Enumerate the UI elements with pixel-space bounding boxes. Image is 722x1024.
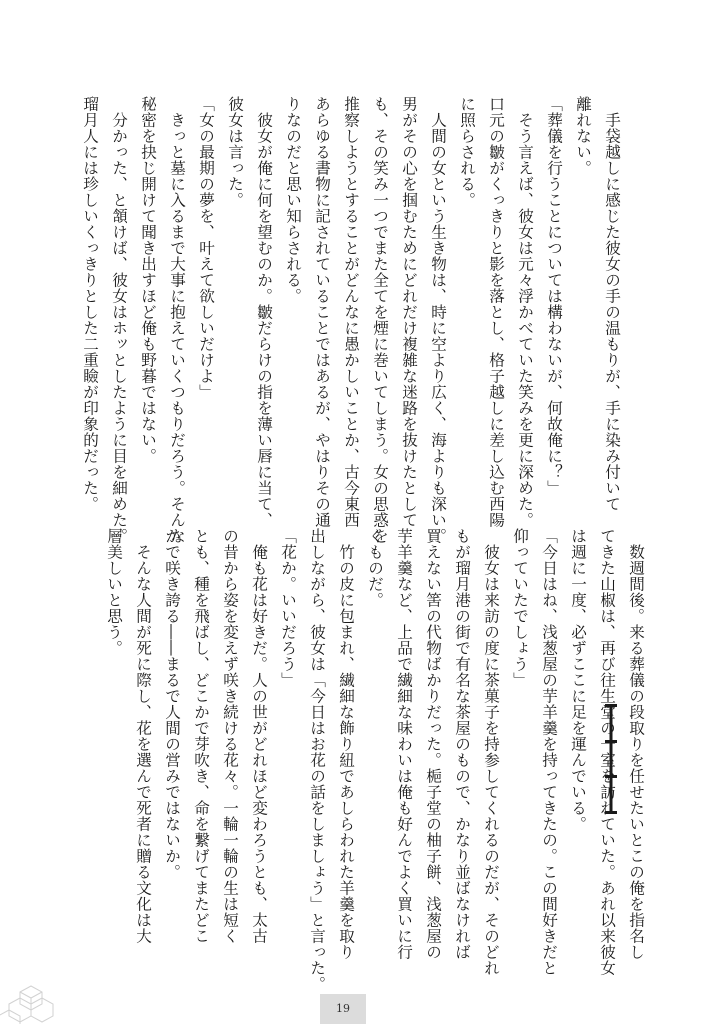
text-line: 俺も花は好きだ。人の世がどれほど変わろうとも、太古: [250, 528, 268, 944]
text-line: 芋羊羹など、上品で繊細な味わいは俺も好んでよく買いに行: [395, 528, 413, 960]
text-line: りなのだと思い知らされる。: [284, 96, 302, 304]
text-line: 彼女は来訪の度に茶菓子を持参してくれるのだが、そのどれ: [482, 528, 500, 976]
text-line: そんな人間が死に際し、花を選んで死者に贈る文化は大: [134, 528, 152, 944]
text-line: 「女の最期の夢を、叶えて欲しいだけよ」: [197, 96, 215, 400]
text-line: 男がその心を掴むためにどれだけ複雑な迷路を抜けたとして: [400, 96, 418, 528]
page-number: 19: [320, 994, 366, 1024]
text-line: てきた山椒は、再び往生堂の一室を訪れていた。あれ以来彼女: [598, 528, 616, 976]
text-line: 手袋越しに感じた彼女の手の温もりが、手に染み付いて: [603, 96, 621, 512]
text-line: そう言えば、彼女は元々浮かべていた笑みを更に深めた。: [516, 96, 534, 528]
text-line: は週に一度、必ずここに足を運んでいる。: [569, 528, 587, 832]
text-line: に照らされる。: [458, 96, 476, 208]
text-line: きっと墓に入るまで大事に抱えていくつもりだろう。そんな: [168, 96, 186, 544]
text-line: 買えない筈の代物ばかりだった。梔子堂の柚子餅、浅葱屋の: [424, 528, 442, 960]
text-line: の昔から姿を変えず咲き続ける花々。一輪一輪の生は短く: [221, 528, 239, 944]
text-line: 人間の女という生き物は、時に空より広く、海よりも深い。: [429, 96, 447, 544]
text-line: 「花か。いいだろう」: [279, 528, 297, 688]
text-line: 分かった、と頷けば、彼女はホッとしたように目を細めた。: [110, 96, 128, 544]
text-line: 「今日はね、浅葱屋の芋羊羹を持ってきたの。この間好きだと: [540, 528, 558, 976]
text-line: も、その笑み一つでまた全てを煙に巻いてしまう。女の思惑を: [371, 96, 389, 544]
text-line: とも、種を飛ばし、どこかで芽吹き、命を繋げてまたどこ: [192, 528, 210, 944]
text-line: もが瑠月港の街で有名な茶屋のもので、かなり並ばなければ: [453, 528, 471, 960]
text-line: 「葬儀を行うことについては構わないが、何故俺に？」: [545, 96, 563, 496]
text-line: 口元の皺がくっきりと影を落とし、格子越しに差し込む西陽: [487, 96, 505, 528]
text-line: あらゆる書物に記されていることではあるが、やはりその通: [313, 96, 331, 528]
text-block-bottom: [99, 528, 650, 992]
text-line: 仰っていたでしょう」: [511, 528, 529, 688]
text-line: 彼女は言った。: [226, 96, 244, 208]
text-line: 数週間後。来る葬儀の段取りを任せたいとこの俺を指名し: [627, 528, 645, 960]
text-line: 推察しようとすることがどんなに愚かしいことか、古今東西: [342, 96, 360, 528]
hexagon-pattern-icon: [0, 952, 62, 1024]
text-block-top: [75, 96, 626, 544]
text-line: くものだ。: [366, 528, 384, 608]
text-line: かで咲き誇る――まるで人間の営みではないか。: [163, 528, 181, 880]
text-line: 離れない。: [574, 96, 592, 176]
text-line: 秘密を抉じ開けて聞き出すほど俺も野暮ではない。: [139, 96, 157, 464]
text-line: 出しながら、彼女は「今日はお花の話をしましょう」と言った。: [308, 528, 326, 992]
text-line: 層美しいと思う。: [105, 528, 123, 656]
text-line: 瑠月人には珍しいくっきりとした二重瞼が印象的だった。: [81, 96, 99, 512]
text-line: 竹の皮に包まれ、繊細な飾り紐であしらわれた羊羹を取り: [337, 528, 355, 960]
text-line: 彼女が俺に何を望むのか。皺だらけの指を薄い唇に当て、: [255, 96, 273, 528]
